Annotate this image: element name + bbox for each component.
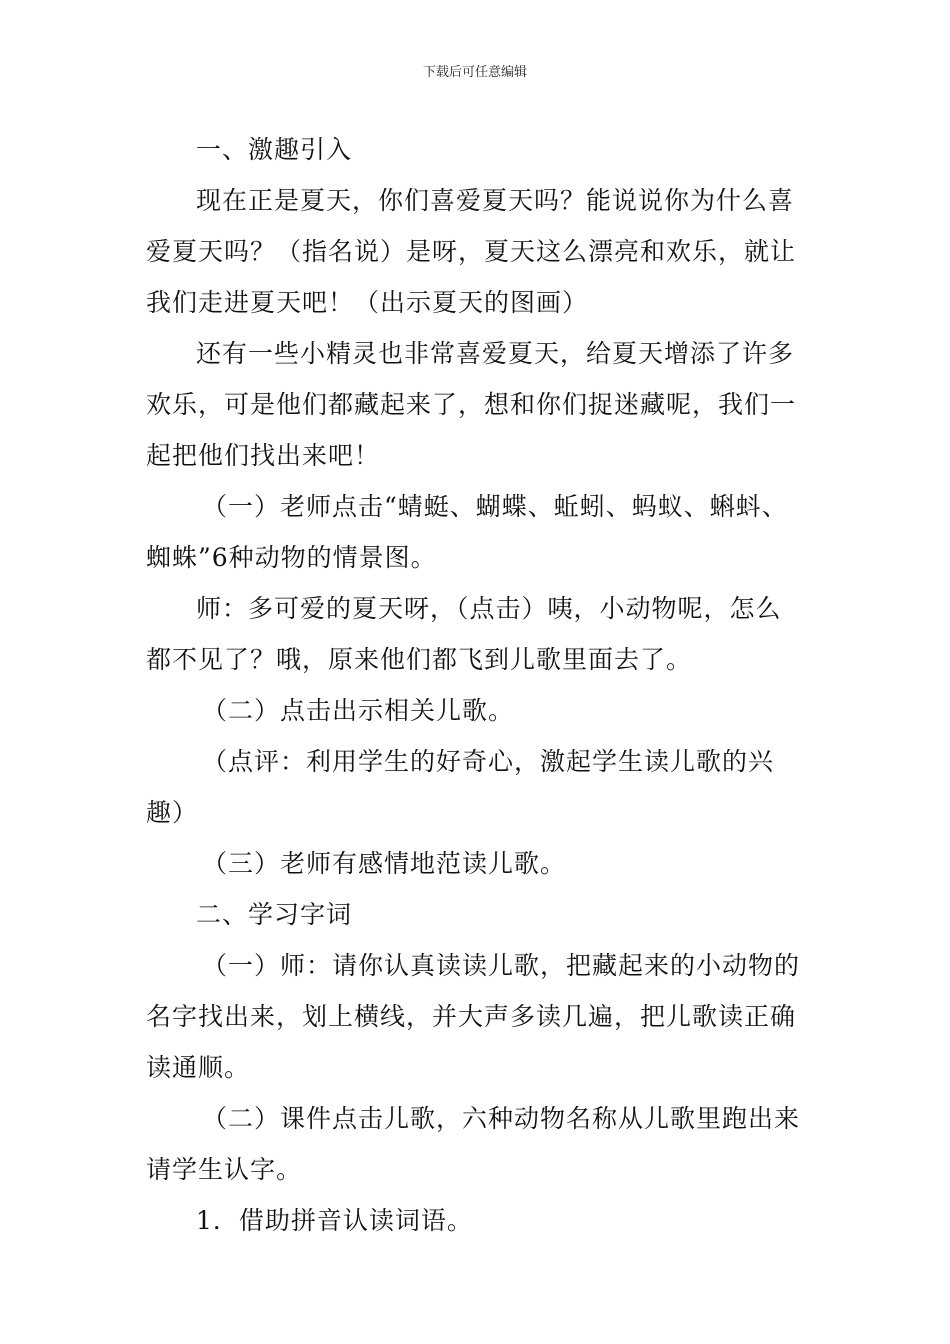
paragraph-line: 起把他们找出来吧！: [146, 441, 381, 470]
section-heading: 二、学习字词: [196, 900, 353, 929]
paragraph-line: （二）点击出示相关儿歌。: [202, 696, 515, 725]
paragraph-line: 爱夏天吗？（指名说）是呀，夏天这么漂亮和欢乐，就让: [146, 237, 797, 266]
paragraph-line: 欢乐，可是他们都藏起来了，想和你们捉迷藏呢，我们一: [146, 390, 797, 419]
paragraph-line: （一）师：请你认真读读儿歌，把藏起来的小动物的: [202, 951, 801, 980]
paragraph-line: （二）课件点击儿歌，六种动物名称从儿歌里跑出来: [202, 1104, 801, 1133]
document-body: [146, 124, 808, 1246]
page-header-note: 下载后可任意编辑: [422, 65, 527, 80]
paragraph-line: 还有一些小精灵也非常喜爱夏天，给夏天增添了许多: [196, 339, 795, 368]
paragraph-line: 名字找出来，划上横线，并大声多读几遍，把儿歌读正确: [146, 1002, 797, 1031]
paragraph-line: （一）老师点击“蜻蜓、蝴蝶、蚯蚓、蚂蚁、蝌蚪、: [202, 492, 788, 521]
paragraph-line: （点评：利用学生的好奇心，激起学生读儿歌的兴: [202, 747, 775, 776]
paragraph-line: 趣）: [146, 798, 199, 827]
section-heading: 一、激趣引入: [196, 135, 353, 164]
paragraph-line: 我们走进夏天吧！（出示夏天的图画）: [146, 288, 589, 317]
paragraph-line: 现在正是夏天，你们喜爱夏天吗？能说说你为什么喜: [196, 186, 795, 215]
paragraph-line: （三）老师有感情地范读儿歌。: [202, 849, 567, 878]
paragraph-line: 都不见了？哦，原来他们都飞到儿歌里面去了。: [146, 645, 693, 674]
paragraph-line: 读通顺。: [146, 1053, 251, 1082]
paragraph-line: 请学生认字。: [146, 1155, 303, 1184]
paragraph-line: 1．借助拼音认读词语。: [196, 1206, 473, 1235]
paragraph-line: 师：多可爱的夏天呀，（点击）咦，小动物呢，怎么: [196, 594, 782, 623]
paragraph-line: 蜘蛛”6种动物的情景图。: [146, 543, 437, 572]
